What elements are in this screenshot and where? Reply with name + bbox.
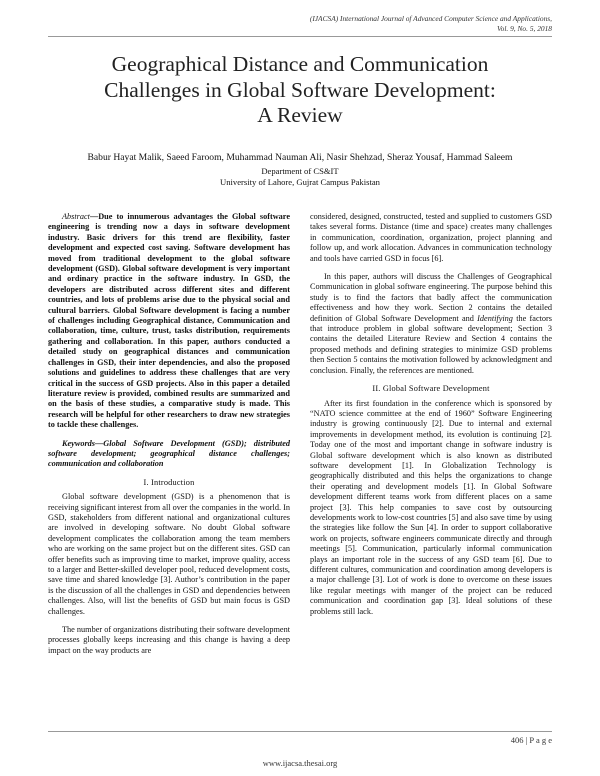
- title-line-3: A Review: [257, 103, 343, 127]
- intro-paragraph-2-continued: considered, designed, constructed, tested and supplied to customers GSD takes several forms. Distance (time and space) creates many challenges in communication, coordination, organization, project planning and follow up, and work allocation. Advances in communication technology and tools have carried GSD in focus [6].: [310, 212, 552, 263]
- header-divider: [48, 36, 552, 37]
- department: Department of CS&IT: [261, 166, 339, 176]
- section-heading-gsd: II. Global Software Development: [372, 384, 490, 394]
- gsd-paragraph-1: After its first foundation in the conference which is sponsored by “NATO science committee at the end of 1960” Software Engineering industry is growing continuously [2]. Due to internal and external improvements in development method, its evolution is continuing [2]. Today one of the most and important change in software industry is Global software development which is also known as distributed software development [1]. In Globalization Technology is geographically distributed and this helps the organizations to change their operating and development models [1]. In Global Software development different teams work from different places on a same project [3]. This help companies to save cost by outsourcing developments work to low-cost countries [5] and also save time by using the strategies like follow the Sun [4]. In order to support collaborative work on projects, software engineers communicate directly and through meetings [5]. Communication, particularly informal communication plays an important role in the success of any GSD team [6]. Due to different cultures, communication and coordination among developers is a major challenge [3]. Lot of work is done to overcome on these issues like regular meetings with manger of the project can be reduced communication and coordination gap [3]. Ideal solutions of these problems still lack.: [310, 398, 552, 616]
- abstract: [48, 212, 290, 431]
- page-number: 406 | P a g e: [510, 735, 552, 745]
- abstract-text: —Due to innumerous advantages the Global software engineering is trending now a days in software development industry. Basic drivers for this trend are flexibility, faster development and expected cost saving. Software development has moved from traditional development to the global software development (GSD). Global software development is very important and ordinary practice in the software industry. In GSD, the developers are distributed across different sites and different countries, and lots of problems arise due to the physical social and cultural barriers. Global Software development is facing a number of challenges including Geographical distance, Communication and collaboration, time, culture, trust, tasks distribution, requirements gathering and collaboration. In this paper, authors conducted a detailed study on geographical distances and communication challenges in GSD, their inter dependencies, and also the proposed solutions and guidelines to address these challenges that are very critical in the success of GSD projects. Also in this paper a detailed literature review is provided, combined results are summarized and on the basis of these studies, a comparative study is made. This research will be helpful for other researchers to draw new strategies to tackle these challenges.: [48, 212, 290, 430]
- journal-header: [232, 14, 552, 33]
- author-list: Babur Hayat Malik, Saeed Faroom, Muhammad Nauman Ali, Nasir Shehzad, Sheraz Yousaf, Hammad Saleem: [87, 152, 513, 163]
- journal-volume: Vol. 9, No. 5, 2018: [496, 23, 552, 33]
- intro-paragraph-1: Global software development (GSD) is a phenomenon that is receiving significant interest from all over the companies in the world. In GSD, stakeholders from different national and organizational cultures are involved in developing software. No doubt Global software development complicates the collaboration among the team members who are working on the same project but on the different sites. GSD can offer benefits such as improving time to market, improve quality, access to a larger and Better-skilled developer pool, reduced development costs, save time and shared knowledge [3]. Author’s contribution in the paper is the discussion of all the challenges in GSD and dependencies between challenges. Also, will list the benefits of GSD but main focus is GSD challenges.: [48, 492, 290, 616]
- keywords: [48, 439, 290, 470]
- paper-title: [60, 52, 540, 129]
- intro-p3-emphasis: Identifying: [477, 313, 513, 323]
- intro-paragraph-2: The number of organizations distributing their software development processes globally keeps increasing and this change is having a deep impact on the way products are: [48, 625, 290, 655]
- keywords-label: Keywords: [62, 438, 95, 448]
- title-line-2: Challenges in Global Software Development:: [104, 77, 496, 102]
- footer-divider: [48, 731, 552, 732]
- right-column: [310, 212, 552, 617]
- intro-p3-end: the factors that introduce problem in global software development; Section 3 contains the detailed Literature Review and Section 4 contains the proposed methods and defining strategies to minimize GSD problems then Section 5 contains the motivation followed by acknowledgment and conclusion. Finally, the references are mentioned.: [310, 313, 552, 375]
- intro-paragraph-3: [310, 272, 552, 376]
- section-heading-introduction: I. Introduction: [143, 477, 195, 487]
- title-line-1: Geographical Distance and Communication: [111, 52, 489, 76]
- keywords-text: —Global Software Development (GSD); distributed software development; geographical distance challenges; communication and collaboration: [48, 438, 290, 469]
- intro-p3-start: In this paper, authors will discuss the Challenges of Geographical Communication in global software engineering. The purpose behind this study is to find the factors that badly affect the communication effectiveness and how they work. Section 2 contains the detailed definition of Global Software Development and: [310, 272, 552, 323]
- journal-name: (IJACSA) International Journal of Advanced Computer Science and Applications,: [309, 14, 552, 23]
- abstract-label: Abstract: [62, 212, 90, 221]
- university: University of Lahore, Gujrat Campus Pakistan: [220, 177, 380, 187]
- journal-url: www.ijacsa.thesai.org: [262, 758, 338, 768]
- left-column: [48, 212, 290, 656]
